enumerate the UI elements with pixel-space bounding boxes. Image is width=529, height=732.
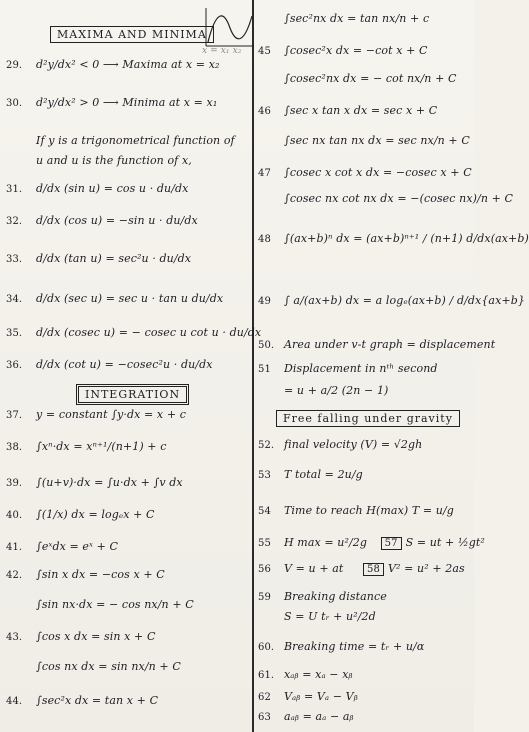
right-item-52: 52. final velocity (V) = √2gh: [258, 438, 423, 451]
left-item-40: 40. ∫(1/x) dx = logₑx + C: [6, 508, 155, 521]
left-note-line-1: If y is a trigonometrical function of: [36, 134, 235, 147]
right-item-61: 61. xₐᵦ = xₐ − xᵦ: [258, 668, 353, 681]
right-item-59b: S = U tᵣ + u²/2d: [284, 610, 376, 623]
right-item-59: 59 Breaking distance: [258, 590, 387, 603]
free-fall-heading: Free falling under gravity: [276, 410, 460, 427]
right-item-50: 50. Area under v-t graph = displacement: [258, 338, 496, 351]
right-item-48: 48 ∫(ax+b)ⁿ dx = (ax+b)ⁿ⁺¹ / (n+1) d/dx(ax+b): [258, 232, 529, 245]
right-item-46: 46 ∫sec x tan x dx = sec x + C: [258, 104, 438, 117]
right-item-45b: ∫cosec²nx dx = − cot nx/n + C: [284, 72, 457, 85]
right-item-51b: = u + a/2 (2n − 1): [284, 384, 389, 397]
left-column: [6, 0, 262, 732]
right-column: [258, 0, 529, 732]
maxima-minima-heading: MAXIMA AND MINIMA: [50, 26, 214, 43]
left-item-44: 44. ∫sec²x dx = tan x + C: [6, 694, 159, 707]
left-note-line-2: u and u is the function of x,: [36, 154, 192, 167]
left-item-31: 31. d/dx (sin u) = cos u · du/dx: [6, 182, 189, 195]
right-item-54: 54 Time to reach H(max) T = u/g: [258, 504, 454, 517]
left-item-36: 36. d/dx (cot u) = −cosec²u · du/dx: [6, 358, 213, 371]
left-item-32: 32. d/dx (cos u) = −sin u · du/dx: [6, 214, 198, 227]
left-item-43: 43. ∫cos x dx = sin x + C: [6, 630, 156, 643]
left-item-39: 39. ∫(u+v)·dx = ∫u·dx + ∫v dx: [6, 476, 183, 489]
integration-heading: INTEGRATION: [76, 384, 189, 405]
right-item-46b: ∫sec nx tan nx dx = sec nx/n + C: [284, 134, 470, 147]
left-item-33: 33. d/dx (tan u) = sec²u · du/dx: [6, 252, 192, 265]
left-item-30: 30. d²y/dx² > 0 ⟶ Minima at x = x₁: [6, 96, 218, 109]
right-item-45: 45 ∫cosec²x dx = −cot x + C: [258, 44, 428, 57]
left-item-42b: ∫sin nx·dx = − cos nx/n + C: [36, 598, 194, 611]
right-item-47b: ∫cosec nx cot nx dx = −(cosec nx)/n + C: [284, 192, 514, 205]
right-item-53: 53 T total = 2u/g: [258, 468, 363, 481]
right-item-55: 55 H max = u²/2g 57 S = ut + ½gt²: [258, 536, 485, 549]
left-item-42: 42. ∫sin x dx = −cos x + C: [6, 568, 165, 581]
left-item-37: 37. y = constant ∫y·dx = x + c: [6, 408, 186, 421]
right-item-47: 47 ∫cosec x cot x dx = −cosec x + C: [258, 166, 472, 179]
box-58: 58: [363, 563, 384, 576]
right-item-63: 63 aₐᵦ = aₐ − aᵦ: [258, 710, 354, 723]
box-57: 57: [381, 537, 402, 550]
left-item-35: 35. d/dx (cosec u) = − cosec u cot u · du/dx: [6, 326, 262, 339]
left-item-29: 29. d²y/dx² < 0 ⟶ Maxima at x = x₂: [6, 58, 220, 71]
right-item-56: 56 V = u + at 58 V² = u² + 2as: [258, 562, 465, 575]
left-item-43b: ∫cos nx dx = sin nx/n + C: [36, 660, 181, 673]
sketch-label: x = x₁ x₂: [202, 46, 242, 56]
left-item-41: 41. ∫eˣdx = eˣ + C: [6, 540, 119, 553]
right-item-51: 51 Displacement in nᵗʰ second: [258, 362, 438, 375]
right-item-44b: ∫sec²nx dx = tan nx/n + c: [284, 12, 430, 25]
right-item-60: 60. Breaking time = tᵣ + u/α: [258, 640, 425, 653]
left-item-38: 38. ∫xⁿ·dx = xⁿ⁺¹/(n+1) + c: [6, 440, 167, 453]
left-item-34: 34. d/dx (sec u) = sec u · tan u du/dx: [6, 292, 224, 305]
right-item-49: 49 ∫ a/(ax+b) dx = a logₑ(ax+b) / d/dx{ax+b}: [258, 294, 525, 307]
right-item-62: 62 Vₐᵦ = Vₐ − Vᵦ: [258, 690, 358, 703]
